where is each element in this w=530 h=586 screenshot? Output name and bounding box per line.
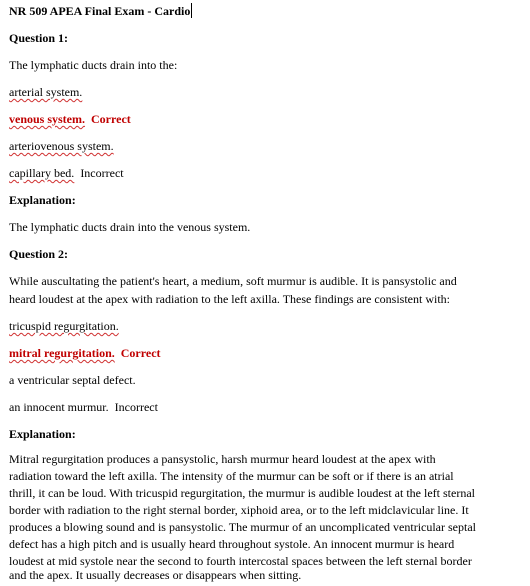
question-1-label: Question 1:: [9, 31, 69, 45]
document-title: [9, 3, 192, 19]
q1-option-c-text: arteriovenous system.: [9, 139, 114, 153]
q2-option-c-text: a ventricular septal defect.: [9, 373, 136, 387]
q1-option-a: [9, 84, 82, 100]
q1-option-b: [9, 111, 131, 127]
q1-explanation-label: Explanation:: [9, 193, 76, 207]
q2-explanation-line-3: thrill, it can be loud. With tricuspid regurgitation, the murmur is audible loudest at the left sternal: [9, 486, 475, 500]
q2-option-a-text: tricuspid regurgitation.: [9, 319, 119, 333]
q1-option-d-text: capillary bed.: [9, 166, 75, 180]
q1-option-c: [9, 138, 114, 154]
text-cursor: [191, 3, 192, 18]
q2-option-d-text: an innocent murmur.: [9, 400, 109, 414]
q1-option-b-text: venous system.: [9, 112, 86, 126]
q1-option-d: [9, 165, 124, 181]
question-2-prompt-line-1: While auscultating the patient's heart, a medium, soft murmur is audible. It is pansystolic and: [9, 274, 457, 288]
q2-option-d-mark: Incorrect: [114, 400, 158, 414]
q2-option-d: [9, 399, 158, 415]
question-2-label: Question 2:: [9, 247, 69, 261]
q1-option-d-mark: Incorrect: [80, 166, 124, 180]
q2-explanation-label: Explanation:: [9, 427, 76, 441]
q2-explanation-line-2: radiation toward the left axilla. The intensity of the murmur can be soft or if there is an atrial: [9, 469, 454, 483]
q2-option-a: [9, 318, 119, 334]
q2-explanation-line-1: Mitral regurgitation produces a pansystolic, harsh murmur heard loudest at the apex with: [9, 452, 436, 466]
q1-option-b-mark: Correct: [91, 112, 131, 126]
q1-explanation-text: The lymphatic ducts drain into the venous system.: [9, 220, 251, 234]
q2-option-b-mark: Correct: [120, 346, 161, 360]
title-text: NR 509 APEA Final Exam - Cardio: [9, 4, 191, 18]
q2-explanation-line-8: and the apex. It usually decreases or disappears when sitting.: [9, 568, 302, 582]
q2-explanation-line-7: loudest at mid systole near the second to fourth intercostal spaces between the left sternal border: [9, 554, 472, 568]
q2-option-c: [9, 372, 136, 388]
question-2-prompt-line-2: heard loudest at the apex with radiation to the left axilla. These findings are consistent with:: [9, 292, 450, 306]
q2-explanation-line-6: defect has a high pitch and is usually heard throughout systole. An innocent murmur is heard: [9, 537, 455, 551]
q2-explanation-line-5: produces a blowing sound and is pansystolic. The murmur of an uncomplicated ventricular septal: [9, 520, 476, 534]
q2-option-b-text: mitral regurgitation.: [9, 346, 115, 360]
q2-option-b: [9, 345, 161, 361]
question-1-prompt: The lymphatic ducts drain into the:: [9, 58, 178, 72]
q1-option-a-text: arterial system.: [9, 85, 83, 99]
q2-explanation-line-4: border with radiation to the right sternal border, xiphoid area, or to the left midclavicular line. It: [9, 503, 469, 517]
